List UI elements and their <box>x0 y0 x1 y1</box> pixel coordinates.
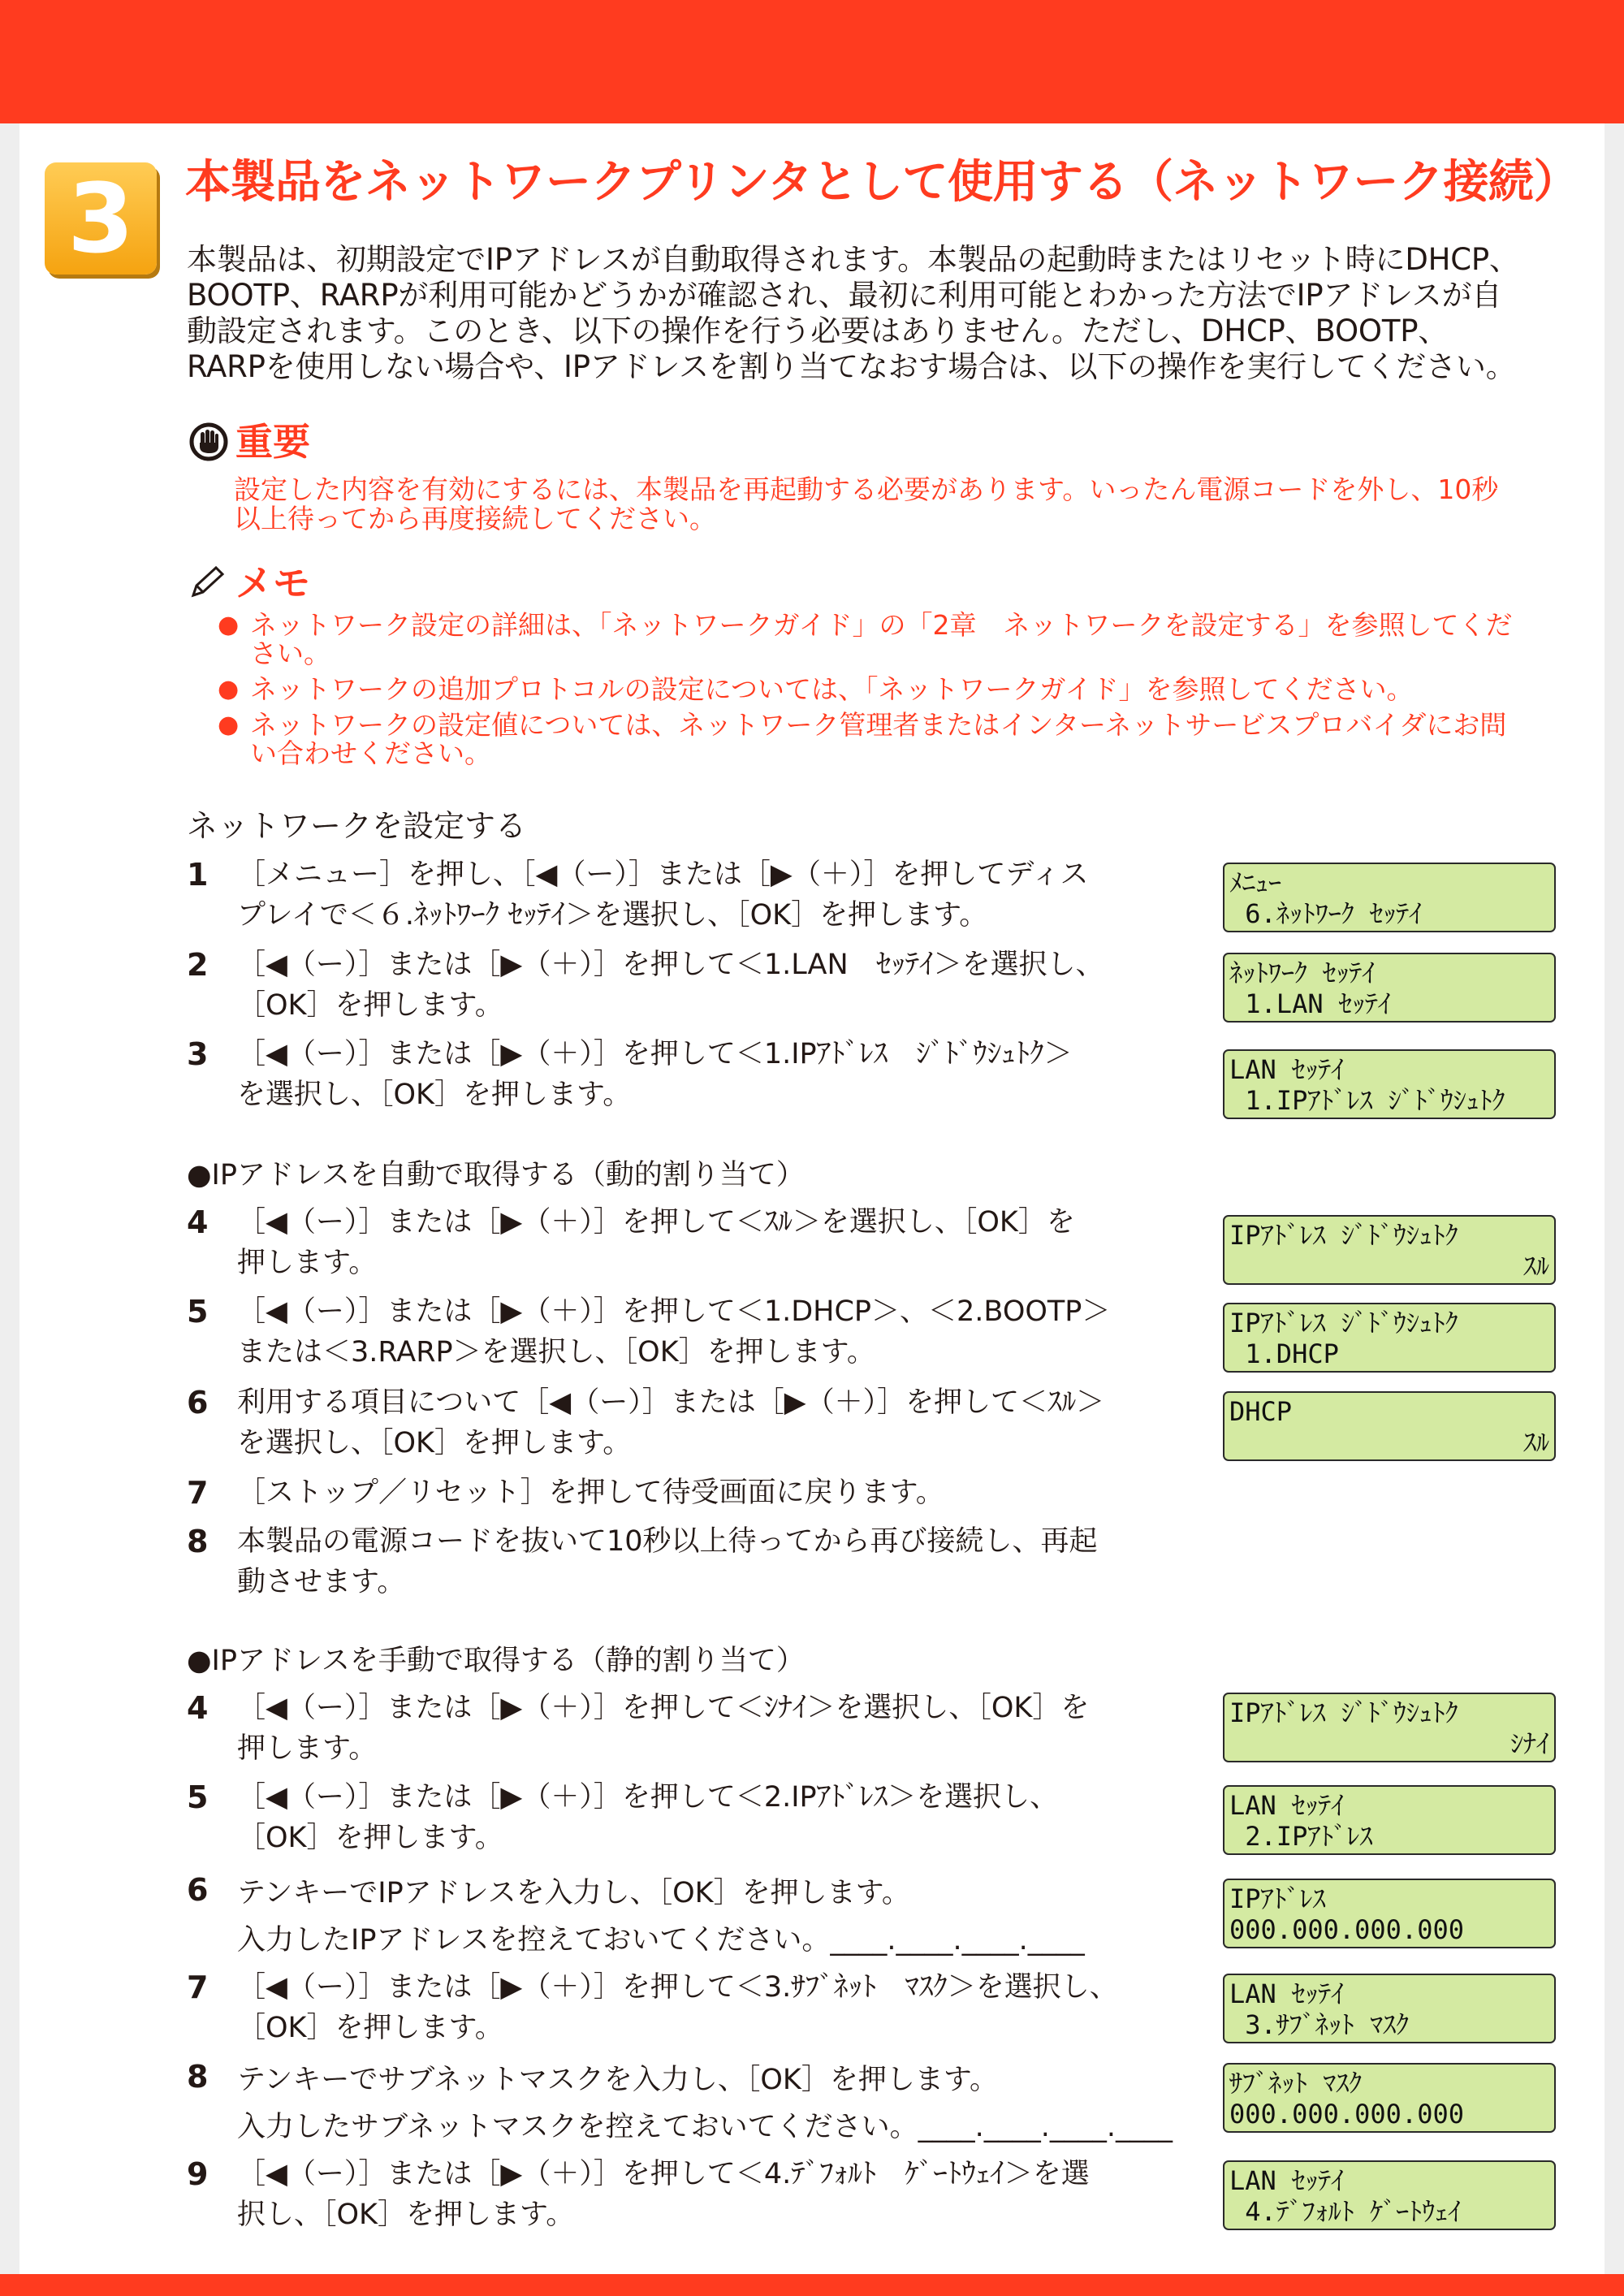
step-line: 本製品の電源コードを抜いて10秒以上待ってから再び接続し、再起 <box>237 1525 1098 1558</box>
step-line: 動させます。 <box>237 1566 406 1598</box>
step-number: 4 <box>187 1204 209 1240</box>
step-line: または＜3.RARP＞を選択し、［OK］を押します。 <box>237 1336 875 1369</box>
step-line: ［◀（ー）］または［▶（＋）］を押して＜4.ﾃﾞﾌｫﾙﾄ ｹﾞｰﾄｳｪｲ＞を選 <box>237 2158 1090 2190</box>
lcd-line-2: 6.ﾈｯﾄﾜｰｸ ｾｯﾃｲ <box>1229 898 1423 929</box>
section-number-badge: 3 <box>45 162 157 275</box>
intro-line: 本製品は、初期設定でIPアドレスが自動取得されます。本製品の起動時またはリセット時にDHCP、 <box>187 242 1519 277</box>
section-heading: ネットワークを設定する <box>187 808 527 844</box>
step-line: を選択し、［OK］を押します。 <box>237 1427 632 1459</box>
lcd-line-2: 000.000.000.000 <box>1229 2099 1464 2130</box>
step-number: 8 <box>187 1524 209 1559</box>
lcd-display <box>1223 1879 1556 1948</box>
step-line: ［OK］を押します。 <box>237 1822 503 1854</box>
lcd-line-2: 1.IPｱﾄﾞﾚｽ ｼﾞﾄﾞｳｼｭﾄｸ <box>1229 1085 1505 1116</box>
lcd-display <box>1223 953 1556 1023</box>
step-text <box>237 1472 944 1513</box>
step-text <box>237 945 1104 1026</box>
important-text <box>234 475 1574 534</box>
memo-line: ● ネットワークの設定値については、ネットワーク管理者またはインターネットサービスプロバイダにお問 <box>250 709 1507 741</box>
step-number: 6 <box>187 1872 209 1908</box>
step-text <box>237 1521 1098 1602</box>
lcd-line-2: 3.ｻﾌﾞﾈｯﾄ ﾏｽｸ <box>1229 2009 1410 2040</box>
step-text <box>237 1688 1089 1769</box>
static-heading: ●IPアドレスを手動で取得する（静的割り当て） <box>187 1645 805 1677</box>
step-line: ［メニュー］を押し、［◀（ー）］または［▶（＋）］を押してディス <box>237 858 1089 891</box>
pencil-icon <box>188 563 229 603</box>
step-number: 7 <box>187 1970 209 2005</box>
lcd-line-1: IPｱﾄﾞﾚｽ ｼﾞﾄﾞｳｼｭﾄｸ <box>1229 1220 1458 1251</box>
lcd-display <box>1223 863 1556 932</box>
important-heading <box>188 419 310 465</box>
intro-paragraph <box>187 242 1559 385</box>
step-text <box>237 2056 1173 2151</box>
step-line: ［◀（ー）］または［▶（＋）］を押して＜1.LAN ｾｯﾃｲ＞を選択し、 <box>237 949 1104 981</box>
intro-line: BOOTP、RARPが利用可能かどうかが確認され、最初に利用可能とわかった方法でIPアドレスが自 <box>187 278 1502 313</box>
step-number: 6 <box>187 1385 209 1420</box>
lcd-line-2: ｽﾙ <box>1522 1427 1549 1458</box>
lcd-line-1: IPｱﾄﾞﾚｽ ｼﾞﾄﾞｳｼｭﾄｸ <box>1229 1697 1458 1728</box>
memo-line: さい。 <box>250 638 330 669</box>
step-number: 2 <box>187 947 209 983</box>
lcd-line-1: ﾈｯﾄﾜｰｸ ｾｯﾃｲ <box>1229 958 1376 988</box>
list-item <box>218 675 1582 703</box>
lcd-line-2: 000.000.000.000 <box>1229 1914 1464 1945</box>
bottom-color-bar <box>0 2274 1624 2296</box>
memo-list <box>218 611 1582 775</box>
lcd-line-1: LAN ｾｯﾃｲ <box>1229 1054 1345 1085</box>
intro-line: RARPを使用しない場合や、IPアドレスを割り当てなおす場合は、以下の操作を実行してください。 <box>187 349 1516 384</box>
important-line: 設定した内容を有効にするには、本製品を再起動する必要があります。いったん電源コードを外し、10秒 <box>234 473 1499 505</box>
lcd-display <box>1223 2160 1556 2230</box>
lcd-display <box>1223 1215 1556 1285</box>
step-line: ［◀（ー）］または［▶（＋）］を押して＜1.IPｱﾄﾞﾚｽ ｼﾞﾄﾞｳｼｭﾄｸ＞ <box>237 1038 1073 1070</box>
step-line: 押します。 <box>237 1247 378 1279</box>
step-text <box>237 1777 1058 1858</box>
step-text <box>237 2154 1090 2235</box>
step-line: 択し、［OK］を押します。 <box>237 2199 575 2231</box>
step-text <box>237 1034 1073 1115</box>
step-text <box>237 1202 1075 1283</box>
left-margin <box>0 123 19 2274</box>
lcd-line-1: ｻﾌﾞﾈｯﾄ ﾏｽｸ <box>1229 2068 1363 2099</box>
lcd-line-1: LAN ｾｯﾃｲ <box>1229 2165 1345 2196</box>
step-line: ［◀（ー）］または［▶（＋）］を押して＜ｽﾙ＞を選択し、［OK］を <box>237 1206 1075 1239</box>
step-text <box>237 1870 1085 1964</box>
lcd-line-1: IPｱﾄﾞﾚｽ ｼﾞﾄﾞｳｼｭﾄｸ <box>1229 1308 1458 1338</box>
memo-heading <box>188 560 310 606</box>
step-line: を選択し、［OK］を押します。 <box>237 1079 632 1111</box>
memo-line: ● ネットワーク設定の詳細は、「ネットワークガイド」の「2章 ネットワークを設定する」を参照してくだ <box>250 609 1513 641</box>
important-label: 重要 <box>235 420 310 464</box>
step-line: 入力したサブネットマスクを控えておいてください。____.____.____.____ <box>237 2111 1173 2143</box>
lcd-line-2: 1.DHCP <box>1229 1338 1339 1369</box>
lcd-line-2: ｼﾅｲ <box>1510 1728 1549 1759</box>
step-number: 5 <box>187 1779 209 1815</box>
step-number: 3 <box>187 1036 209 1072</box>
list-item <box>218 711 1582 767</box>
right-margin <box>1605 123 1624 2274</box>
stop-hand-icon <box>188 422 229 462</box>
dynamic-heading: ●IPアドレスを自動で取得する（動的割り当て） <box>187 1159 805 1191</box>
list-item <box>218 611 1582 668</box>
step-line: 押します。 <box>237 1732 378 1765</box>
step-number: 4 <box>187 1690 209 1726</box>
step-line: ［◀（ー）］または［▶（＋）］を押して＜1.DHCP＞、＜2.BOOTP＞ <box>237 1295 1111 1328</box>
lcd-display <box>1223 1049 1556 1119</box>
lcd-display <box>1223 1974 1556 2043</box>
lcd-line-1: LAN ｾｯﾃｲ <box>1229 1978 1345 2009</box>
lcd-line-2: 4.ﾃﾞﾌｫﾙﾄ ｹﾞｰﾄｳｪｲ <box>1229 2196 1462 2227</box>
step-line: ［OK］を押します。 <box>237 989 503 1022</box>
intro-line: 動設定されます。このとき、以下の操作を行う必要はありません。ただし、DHCP、BOOTP、 <box>187 313 1449 348</box>
important-line: 以上待ってから再度接続してください。 <box>234 503 716 534</box>
step-line: プレイで＜６.ﾈｯﾄﾜｰｸ ｾｯﾃｲ＞を選択し、［OK］を押します。 <box>237 899 988 932</box>
memo-label: メモ <box>235 561 310 605</box>
step-number: 1 <box>187 857 209 893</box>
step-number: 7 <box>187 1475 209 1511</box>
step-line: ［◀（ー）］または［▶（＋）］を押して＜ｼﾅｲ＞を選択し、［OK］を <box>237 1692 1090 1724</box>
top-color-bar <box>0 0 1624 123</box>
lcd-line-1: IPｱﾄﾞﾚｽ <box>1229 1883 1326 1914</box>
step-line: ［◀（ー）］または［▶（＋）］を押して＜2.IPｱﾄﾞﾚｽ＞を選択し、 <box>237 1781 1059 1814</box>
step-line: 入力したIPアドレスを控えておいてください。____.____.____.____ <box>237 1924 1085 1957</box>
lcd-display <box>1223 1303 1556 1373</box>
step-text <box>237 854 1089 936</box>
lcd-line-2: 2.IPｱﾄﾞﾚｽ <box>1229 1821 1373 1852</box>
step-line: ［OK］を押します。 <box>237 2012 503 2044</box>
lcd-line-2: 1.LAN ｾｯﾃｲ <box>1229 988 1391 1019</box>
lcd-display <box>1223 2063 1556 2133</box>
memo-line: い合わせください。 <box>250 737 491 769</box>
step-text <box>237 1382 1104 1464</box>
lcd-display <box>1223 1391 1556 1461</box>
step-line: ［ストップ／リセット］を押して待受画面に戻ります。 <box>237 1477 944 1509</box>
lcd-display <box>1223 1693 1556 1762</box>
step-line: テンキーでIPアドレスを入力し、［OK］を押します。 <box>237 1877 910 1909</box>
memo-line: ● ネットワークの追加プロトコルの設定については、「ネットワークガイド」を参照してください。 <box>250 673 1414 705</box>
lcd-line-1: ﾒﾆｭｰ <box>1229 867 1282 898</box>
step-line: ［◀（ー）］または［▶（＋）］を押して＜3.ｻﾌﾞﾈｯﾄ ﾏｽｸ＞を選択し、 <box>237 1971 1118 2004</box>
step-number: 5 <box>187 1294 209 1330</box>
lcd-line-1: DHCP <box>1229 1396 1293 1427</box>
lcd-line-2: ｽﾙ <box>1522 1251 1549 1282</box>
step-text <box>237 1967 1118 2048</box>
page-title: 本製品をネットワークプリンタとして使用する（ネットワーク接続） <box>185 156 1579 209</box>
step-line: 利用する項目について［◀（ー）］または［▶（＋）］を押して＜ｽﾙ＞ <box>237 1386 1105 1419</box>
lcd-line-1: LAN ｾｯﾃｲ <box>1229 1790 1345 1821</box>
step-text <box>237 1291 1110 1373</box>
step-number: 9 <box>187 2156 209 2192</box>
step-line: テンキーでサブネットマスクを入力し、［OK］を押します。 <box>237 2064 999 2096</box>
lcd-display <box>1223 1785 1556 1855</box>
step-number: 8 <box>187 2059 209 2095</box>
